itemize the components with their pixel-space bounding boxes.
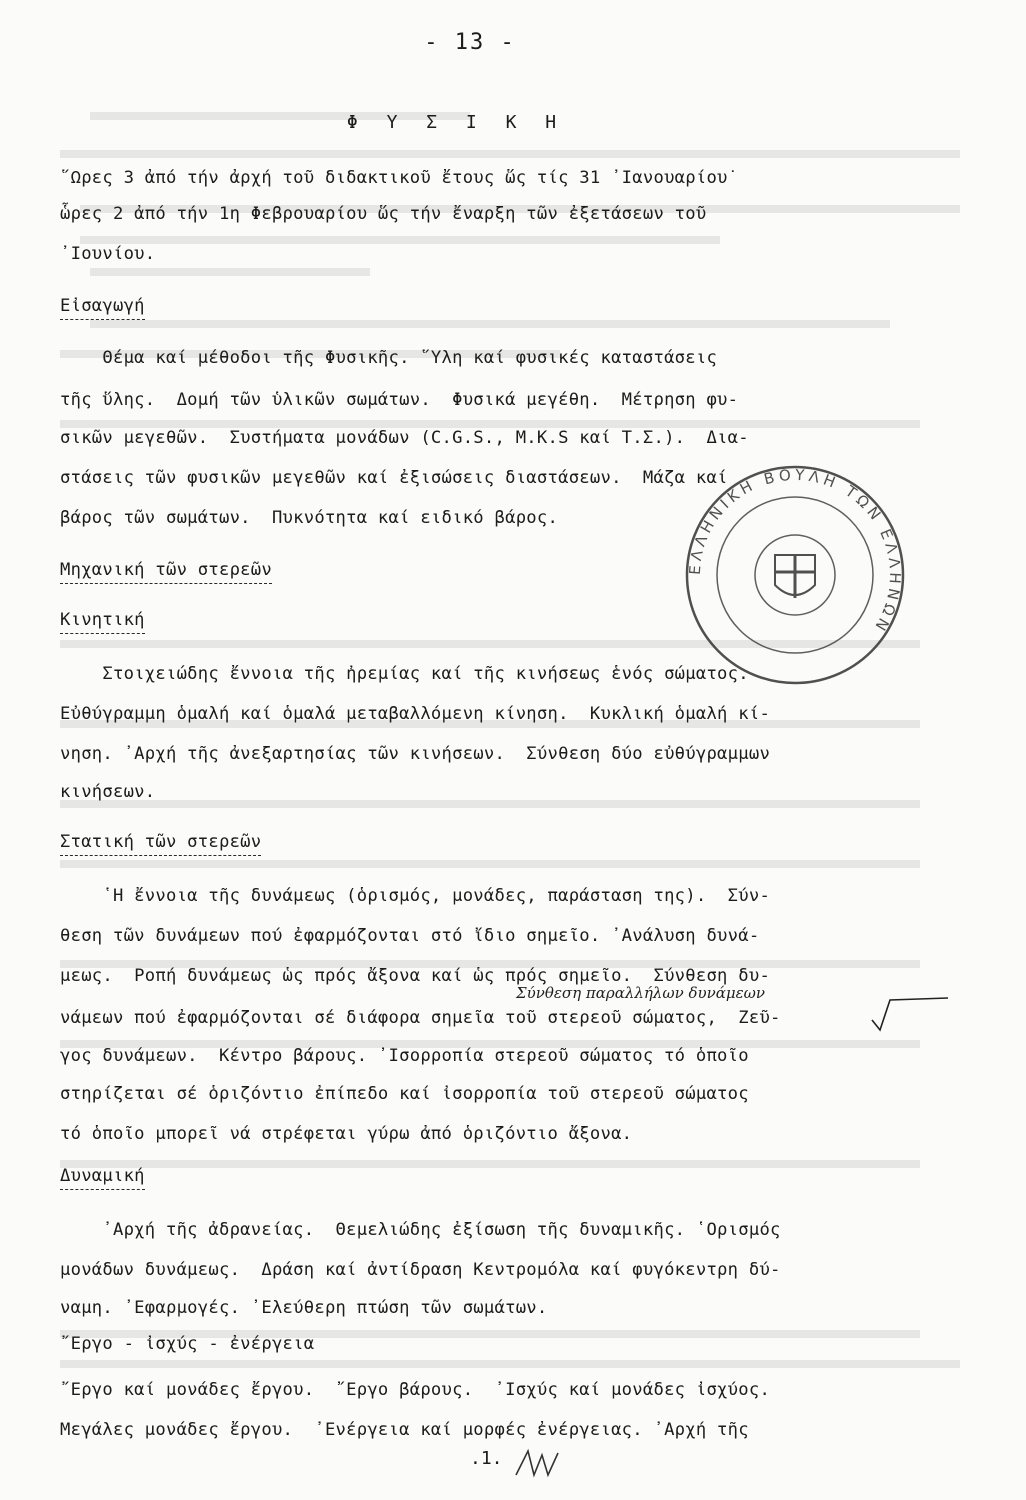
handwritten-insert: Σύνθεση παραλλήλων δυνάμεων bbox=[516, 984, 766, 1002]
section-heading-ergo: ῎Εργο - ἰσχύς - ἐνέργεια bbox=[60, 1334, 315, 1354]
intro-line: ᾿Ιουνίου. bbox=[60, 244, 156, 264]
text-line: γος δυνάμεων. Κέντρο βάρους. ᾿Ισορροπία στερεοῦ σώματος τό ὁποῖο bbox=[60, 1046, 749, 1066]
text-line: Θέμα καί μέθοδοι τῆς Φυσικῆς. ῞Υλη καί φυσικές καταστάσεις bbox=[60, 348, 718, 368]
text-line: ῾Η ἔννοια τῆς δυνάμεως (ὁρισμός, μονάδες, παράσταση της). Σύν- bbox=[60, 886, 771, 906]
page-title: Φ Υ Σ Ι Κ Η bbox=[346, 112, 566, 133]
continuation-mark: .1. bbox=[470, 1448, 503, 1469]
text-line: Μεγάλες μονάδες ἔργου. ᾿Ενέργεια καί μορφές ἐνέργειας. ᾿Αρχή τῆς bbox=[60, 1420, 749, 1440]
section-heading-mechaniki: Μηχανική τῶν στερεῶν bbox=[60, 558, 272, 584]
text-line: κινήσεων. bbox=[60, 782, 156, 802]
text-line: βάρος τῶν σωμάτων. Πυκνότητα καί ειδικό βάρος. bbox=[60, 508, 559, 528]
text-line: θεση τῶν δυνάμεων πού ἐφαρμόζονται στό ἴδιο σημεῖο. ᾿Ανάλυση δυνά- bbox=[60, 926, 760, 946]
text-line: σικῶν μεγεθῶν. Συστήματα μονάδων (C.G.S., M.K.S καί Τ.Σ.). Δια- bbox=[60, 428, 749, 448]
official-seal-stamp bbox=[680, 460, 910, 690]
text-line: ῎Εργο καί μονάδες ἔργου. ῎Εργο βάρους. ᾿Ισχύς καί μονάδες ἰσχύος. bbox=[60, 1380, 771, 1400]
section-heading-eisagogi: Εἰσαγωγή bbox=[60, 294, 145, 320]
section-heading-statiki: Στατική τῶν στερεῶν bbox=[60, 830, 261, 856]
text-line: στάσεις τῶν φυσικῶν μεγεθῶν καί ἐξισώσεις διαστάσεων. Μάζα καί bbox=[60, 468, 728, 488]
text-line: μονάδων δυνάμεως. Δράση καί ἀντίδραση Κεντρομόλα καί φυγόκεντρη δύ- bbox=[60, 1260, 781, 1280]
section-heading-dynamiki: Δυναμική bbox=[60, 1164, 145, 1190]
text-line: Εὐθύγραμμη ὁμαλή καί ὁμαλά μεταβαλλόμενη κίνηση. Κυκλική ὁμαλή κί- bbox=[60, 704, 771, 724]
intro-line: ῞Ωρες 3 ἀπό τήν ἀρχή τοῦ διδακτικοῦ ἔτους ὥς τίς 31 ᾿Ιανουαρίου˙ bbox=[60, 168, 739, 188]
stamp-text: ΕΛΛΗΝΙΚΗ ΒΟΥΛΗ ΤΩΝ ΕΛΛΗΝΩΝ bbox=[685, 465, 905, 638]
page-number: - 13 - bbox=[424, 30, 516, 55]
handwritten-initials bbox=[510, 1445, 570, 1485]
insertion-mark bbox=[870, 996, 950, 1032]
svg-text:ΕΛΛΗΝΙΚΗ ΒΟΥΛΗ ΤΩΝ ΕΛΛΗΝΩΝ bbox=[686, 466, 904, 637]
intro-line: ὧρες 2 ἀπό τήν 1η Φεβρουαρίου ὥς τήν ἔναρξη τῶν ἐξετάσεων τοῦ bbox=[60, 204, 707, 224]
text-line: στηρίζεται σέ ὁριζόντιο ἐπίπεδο καί ἰσορροπία τοῦ στερεοῦ σώματος bbox=[60, 1084, 749, 1104]
text-line: τῆς ὕλης. Δομή τῶν ὑλικῶν σωμάτων. Φυσικά μεγέθη. Μέτρηση φυ- bbox=[60, 390, 739, 410]
text-line: τό ὁποῖο μπορεῖ νά στρέφεται γύρω ἀπό ὁριζόντιο ἄξονα. bbox=[60, 1124, 633, 1144]
text-line: νάμεων πού ἐφαρμόζονται σέ διάφορα σημεῖα τοῦ στερεοῦ σώματος, Ζεῦ- bbox=[60, 1008, 781, 1028]
text-line: ᾿Αρχή τῆς ἀδρανείας. Θεμελιώδης ἐξίσωση τῆς δυναμικῆς. ῾Ορισμός bbox=[60, 1220, 781, 1240]
text-line: μεως. Ροπή δυνάμεως ὡς πρός ἄξονα καί ὡς πρός σημεῖο. Σύνθεση δυ- bbox=[60, 966, 771, 986]
text-line: ναμη. ᾿Εφαρμογές. ᾿Ελεύθερη πτώση τῶν σωμάτων. bbox=[60, 1298, 548, 1318]
section-heading-kinitiki: Κινητική bbox=[60, 608, 145, 634]
text-line: νηση. ᾿Αρχή τῆς ἀνεξαρτησίας τῶν κινήσεων. Σύνθεση δύο εὐθύγραμμων bbox=[60, 744, 771, 764]
text-line: Στοιχειώδης ἔννοια τῆς ἠρεμίας καί τῆς κινήσεως ἑνός σώματος. bbox=[60, 664, 749, 684]
